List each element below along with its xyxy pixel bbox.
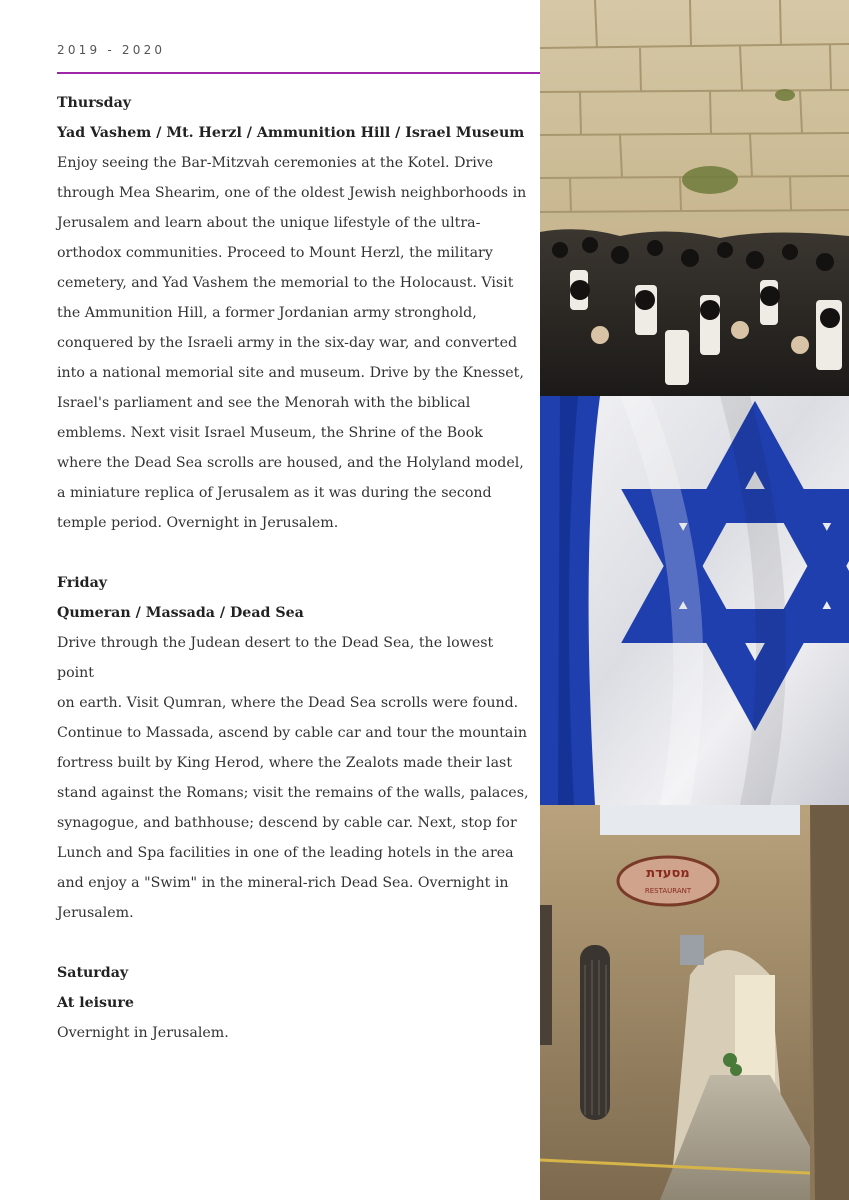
description-line: the Ammunition Hill, a former Jordanian army stronghold, <box>57 305 477 321</box>
description-line: Overnight in Jerusalem. <box>57 1025 229 1041</box>
day-heading: Thursday <box>57 95 132 111</box>
description-line: Continue to Massada, ascend by cable car and tour the mountain <box>57 725 528 741</box>
day-heading: Friday <box>57 575 108 591</box>
day-description <box>57 1018 532 1048</box>
description-line: synagogue, and bathhouse; descend by cable car. Next, stop for <box>57 815 517 831</box>
description-line: into a national memorial site and museum. Drive by the Knesset, <box>57 365 524 381</box>
description-line: Jerusalem. <box>57 905 134 921</box>
day-heading: Saturday <box>57 965 129 981</box>
description-line: through Mea Shearim, one of the oldest Jewish neighborhoods in <box>57 185 527 201</box>
description-line: where the Dead Sea scrolls are housed, and the Holyland model, <box>57 455 524 471</box>
description-line: orthodox communities. Proceed to Mount Herzl, the military <box>57 245 493 261</box>
description-line: temple period. Overnight in Jerusalem. <box>57 515 339 531</box>
day-route: Yad Vashem / Mt. Herzl / Ammunition Hill / Israel Museum <box>57 125 525 141</box>
accent-divider <box>57 72 540 74</box>
description-line: a miniature replica of Jerusalem as it was during the second <box>57 485 492 501</box>
description-line: cemetery, and Yad Vashem the memorial to the Holocaust. Visit <box>57 275 514 291</box>
year-range: 2019 - 2020 <box>57 43 166 57</box>
description-line: fortress built by King Herod, where the Zealots made their last <box>57 755 513 771</box>
restaurant-sign-hebrew: מסעדת <box>646 866 690 881</box>
day-thursday <box>57 88 532 538</box>
description-line: on earth. Visit Qumran, where the Dead Sea scrolls were found. <box>57 695 519 711</box>
section-spacer <box>57 538 532 568</box>
day-description <box>57 148 532 538</box>
description-line: Enjoy seeing the Bar-Mitzvah ceremonies at the Kotel. Drive <box>57 155 494 171</box>
description-line: Israel's parliament and see the Menorah with the biblical <box>57 395 471 411</box>
description-line: and enjoy a "Swim" in the mineral-rich Dead Sea. Overnight in <box>57 875 509 891</box>
old-city-alley-photo <box>540 805 849 1200</box>
day-description <box>57 628 532 928</box>
day-friday <box>57 568 532 928</box>
description-line: emblems. Next visit Israel Museum, the Shrine of the Book <box>57 425 483 441</box>
western-wall-photo <box>540 0 849 396</box>
description-line: conquered by the Israeli army in the six-day war, and converted <box>57 335 518 351</box>
day-saturday <box>57 958 532 1048</box>
description-line: Drive through the Judean desert to the Dead Sea, the lowest point <box>57 635 494 681</box>
description-line: Jerusalem and learn about the unique lifestyle of the ultra- <box>57 215 481 231</box>
day-route: At leisure <box>57 995 134 1011</box>
description-line: stand against the Romans; visit the remains of the walls, palaces, <box>57 785 529 801</box>
section-spacer <box>57 928 532 958</box>
description-line: Lunch and Spa facilities in one of the leading hotels in the area <box>57 845 514 861</box>
day-route: Qumeran / Massada / Dead Sea <box>57 605 304 621</box>
israeli-flag-photo <box>540 396 849 805</box>
photo-column <box>540 0 849 1200</box>
restaurant-sign-english: RESTAURANT <box>644 887 692 895</box>
itinerary <box>57 88 532 1048</box>
